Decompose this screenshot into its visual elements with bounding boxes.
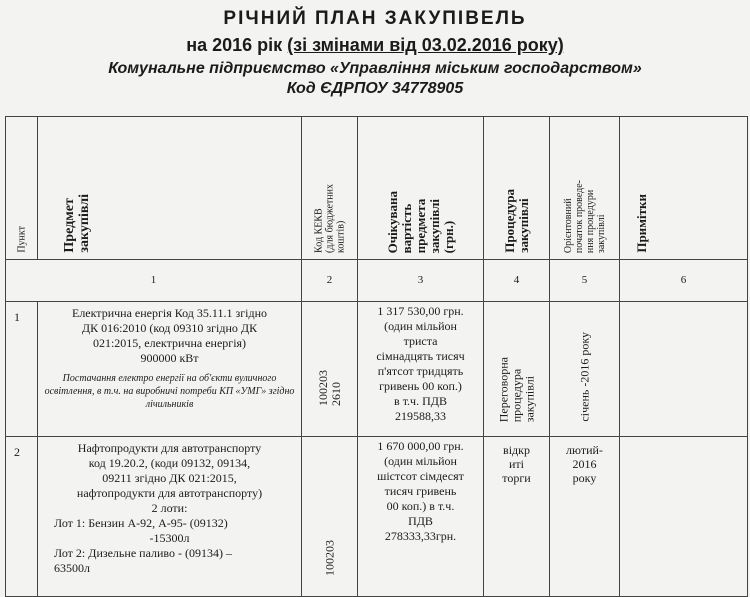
row-number: 1 [6,302,38,437]
header-kekv: Код КЕКВ (для бюджетних коштів) [302,117,358,260]
header-start-date: Орієнтовний початок проведе- ння процедури закупівлі [550,117,620,260]
procedure-start: січень -2016 року [550,302,620,437]
amendment-note: (зі змінами від 03.02.2016 року) [287,35,564,55]
row-notes [620,437,748,597]
kekv-code: 100203 [302,437,358,597]
edrpou-code: Код ЄДРПОУ 34778905 [286,80,464,97]
item-note: Постачання електро енергії на об'єкти вуличного освітлення, в т.ч. на виробничі потреби КП «УМГ» згідно лічильників [44,373,295,410]
column-number-row [6,260,748,302]
header-notes: Примітки [620,117,748,260]
row-number: 2 [6,437,38,597]
column-number: 2 [302,260,358,302]
item-description: Нафтопродукти для автотранспорту код 19.20.2, (коди 09132, 09134, 09211 згідно ДК 021:2015, нафтопродукти для автотранспорту) 2 лоти: Лот 1: Бензин А-92, А-95- (09132) -15300л Лот 2: Дизельне паливо - (09134) – 63500л [38,437,302,597]
document-title: РІЧНИЙ ПЛАН ЗАКУПІВЕЛЬ [223,8,527,29]
column-number: 3 [358,260,484,302]
document-subtitle [0,35,750,56]
procedure-start: лютий- 2016 року [550,437,620,597]
table-row [6,437,748,597]
row-notes [620,302,748,437]
header-subject: Предмет закупівлі [38,117,302,260]
plan-year: на 2016 рік [186,35,283,55]
header-item-number: Пункт [6,117,38,260]
column-number: 1 [6,260,302,302]
table-header-row [6,117,748,260]
header-expected-cost: Очікувана вартість предмета закупівлі (грн.) [358,117,484,260]
kekv-code: 100203 2610 [302,302,358,437]
expected-cost: 1 317 530,00 грн. (один мільйон триста сімнадцять тисяч п'ятсот тридцять гривень 00 коп.) в т.ч. ПДВ 219588,33 [358,302,484,437]
organization-name: Комунальне підприємство «Управління міським господарством» [108,60,642,77]
header-procedure: Процедура закупівлі [484,117,550,260]
procurement-procedure: Переговорна процедура закупівлі [484,302,550,437]
procurement-procedure: відкр иті торги [484,437,550,597]
procurement-plan-table [5,116,748,597]
item-description: Електрична енергія Код 35.11.1 згідно ДК 016:2010 (код 09310 згідно ДК 021:2015, електрична енергія) 900000 кВт Постачання електро енергії на об'єкти вуличного освітлення, в т.ч. на виробничі потреби КП «УМГ» згідно лічильників [38,302,302,437]
table-row [6,302,748,437]
column-number: 6 [620,260,748,302]
column-number: 5 [550,260,620,302]
column-number: 4 [484,260,550,302]
expected-cost: 1 670 000,00 грн. (один мільйон шістсот сімдесят тисяч гривень 00 коп.) в т.ч. ПДВ 278333,33грн. [358,437,484,597]
